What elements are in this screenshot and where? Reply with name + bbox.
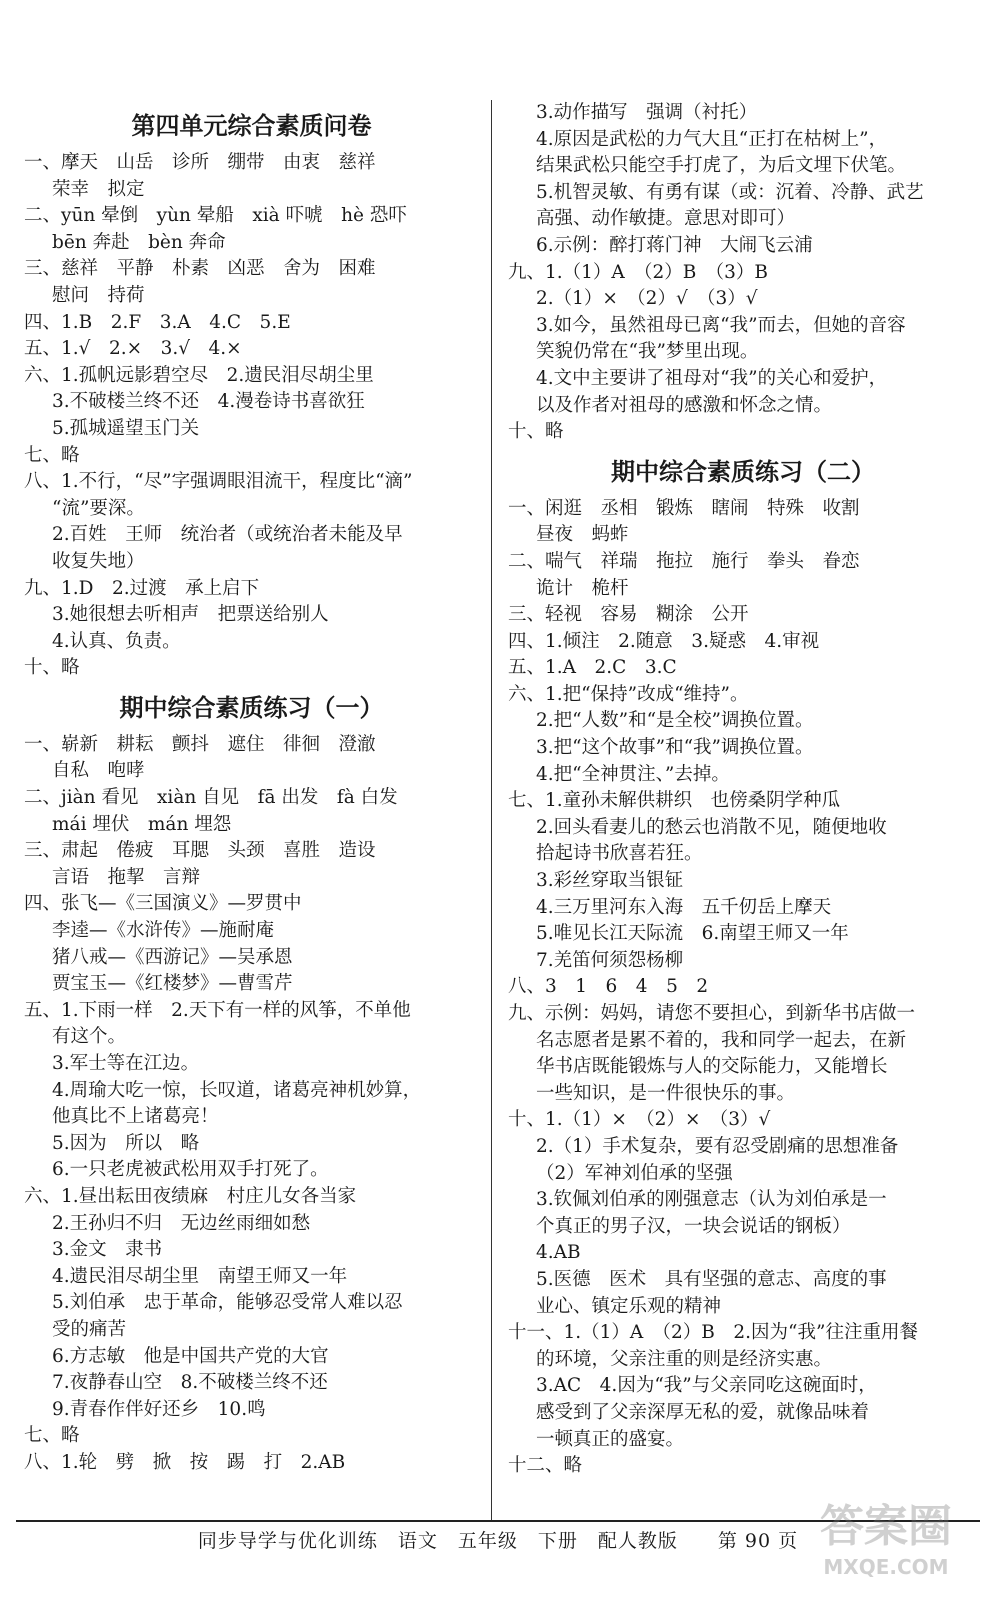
section-title: 期中综合素质练习（一） bbox=[119, 693, 384, 722]
answer-line: 6.一只老虎被武松用双手打死了。 bbox=[52, 1159, 329, 1181]
answer-line: 4.AB bbox=[536, 1242, 581, 1264]
watermark-logo bbox=[796, 1500, 976, 1588]
answer-line: 二、喘气 祥瑞 拖拉 施行 拳头 眷恋 bbox=[508, 550, 860, 572]
answer-line: 猪八戒—《西游记》—吴承恩 bbox=[52, 946, 293, 968]
answer-line: 业心、镇定乐观的精神 bbox=[536, 1295, 722, 1317]
answer-line: 5.因为 所以 略 bbox=[52, 1132, 200, 1154]
answer-line: 笑貌仍常在“我”梦里出现。 bbox=[536, 341, 759, 363]
answer-section bbox=[24, 688, 479, 1477]
answer-line: 十一、1.（1）A （2）B 2.因为“我”往注重用餐 bbox=[508, 1322, 918, 1344]
answer-line: 2.百姓 王师 统治者（或统治者未能及早 bbox=[52, 524, 403, 546]
watermark-text: MXQE.COM bbox=[823, 1555, 949, 1579]
answer-line: 七、1.童孙未解供耕织 也傍桑阴学种瓜 bbox=[508, 790, 841, 812]
answer-line: 4.把“全神贯注、”去掉。 bbox=[536, 763, 730, 785]
right-column bbox=[508, 100, 978, 1480]
answer-line: 3.金文 隶书 bbox=[52, 1239, 163, 1261]
answer-line: 昼夜 蚂蚱 bbox=[536, 524, 629, 546]
answer-line: 八、1.轮 劈 掀 按 踢 打 2.AB bbox=[24, 1451, 346, 1473]
answer-line: 2.王孙归不归 无边丝雨细如愁 bbox=[52, 1212, 311, 1234]
answer-line: “流”要深。 bbox=[52, 497, 145, 519]
answer-line: 五、1.下雨一样 2.天下有一样的风筝，不单他 bbox=[24, 999, 411, 1021]
answer-line: 八、1.不行，“尽”字强调眼泪流干，程度比“滴” bbox=[24, 471, 413, 493]
answer-line: 7.夜静春山空 8.不破楼兰终不还 bbox=[52, 1372, 328, 1394]
answer-line: 3.军士等在江边。 bbox=[52, 1053, 200, 1074]
answer-line: 6.方志敏 他是中国共产党的大官 bbox=[52, 1345, 329, 1367]
answer-line: 2.回头看妻儿的愁云也消散不见，随便地收 bbox=[536, 816, 887, 838]
watermark-icon: 答案圈 bbox=[820, 1501, 952, 1552]
answer-line: 五、1.A 2.C 3.C bbox=[508, 657, 677, 679]
answer-line: 慰问 持荷 bbox=[52, 284, 145, 306]
answer-line: 4.遗民泪尽胡尘里 南望王师又一年 bbox=[52, 1265, 348, 1287]
answer-line: 3.彩丝穿取当银钲 bbox=[536, 870, 684, 892]
answer-line: 华书店既能锻炼与人的交际能力，又能增长 bbox=[536, 1056, 888, 1078]
answer-line: 5.刘伯承 忠于革命，能够忍受常人难以忍 bbox=[52, 1292, 403, 1314]
answer-line: 三、慈祥 平静 朴素 凶恶 舍为 困难 bbox=[24, 258, 376, 280]
answer-line: （2）军神刘伯承的坚强 bbox=[536, 1162, 733, 1184]
answer-line: 六、1.孤帆远影碧空尽 2.遗民泪尽胡尘里 bbox=[24, 364, 374, 386]
answer-line: mái 埋伏 mán 埋怨 bbox=[52, 813, 232, 835]
answer-line: 拾起诗书欣喜若狂。 bbox=[536, 843, 703, 865]
answer-line: 十、1.（1）× （2）× （3）√ bbox=[508, 1109, 771, 1131]
answer-line: 4.原因是武松的力气大且“正打在枯树上”， bbox=[536, 128, 888, 150]
answer-line: bēn 奔赴 bèn 奔命 bbox=[52, 231, 226, 253]
answer-line: 个真正的男子汉，一块会说话的钢板） bbox=[536, 1215, 851, 1237]
answer-line: 4.三万里河东入海 五千仞岳上摩天 bbox=[536, 896, 832, 918]
answer-line: 诡计 桅杆 bbox=[536, 577, 629, 599]
answer-line: 九、示例：妈妈，请您不要担心，到新华书店做一 bbox=[508, 1003, 916, 1024]
answer-line: 十、略 bbox=[24, 657, 80, 679]
answer-line: 二、yūn 晕倒 yùn 晕船 xià 吓唬 hè 恐吓 bbox=[24, 205, 407, 227]
answer-line: 十、略 bbox=[508, 421, 564, 443]
answer-line: 八、3 1 6 4 5 2 bbox=[508, 976, 709, 998]
answer-section bbox=[508, 100, 978, 446]
answer-line: 九、1.D 2.过渡 承上启下 bbox=[24, 577, 260, 599]
answer-line: 受的痛苦 bbox=[52, 1318, 127, 1340]
answer-line: 5.孤城遥望玉门关 bbox=[52, 417, 200, 439]
answer-line: 结果武松只能空手打虎了，为后文埋下伏笔。 bbox=[536, 155, 907, 177]
answer-line: 3.钦佩刘伯承的刚强意志（认为刘伯承是一 bbox=[536, 1189, 887, 1211]
answer-line: 九、1.（1）A （2）B （3）B bbox=[508, 261, 769, 283]
answer-line: 以及作者对祖母的感激和怀念之情。 bbox=[536, 394, 833, 416]
answer-line: 六、1.昼出耘田夜绩麻 村庄儿女各当家 bbox=[24, 1185, 357, 1207]
answer-line: 六、1.把“保持”改成“维持”。 bbox=[508, 683, 749, 705]
left-column bbox=[24, 100, 479, 1477]
answer-line: 3.她很想去听相声 把票送给别人 bbox=[52, 604, 329, 626]
column-divider bbox=[491, 100, 492, 1520]
answer-line: 收复失地） bbox=[52, 550, 145, 572]
answer-line: 他真比不上诸葛亮！ bbox=[52, 1106, 219, 1128]
answer-line: 四、1.B 2.F 3.A 4.C 5.E bbox=[24, 311, 291, 333]
answer-line: 自私 咆哮 bbox=[52, 760, 145, 782]
answer-line: 5.唯见长江天际流 6.南望王师又一年 bbox=[536, 923, 849, 945]
answer-line: 7.羌笛何须怨杨柳 bbox=[536, 949, 684, 971]
answer-line: 荣幸 拟定 bbox=[52, 178, 145, 200]
answer-line: 七、略 bbox=[24, 1425, 80, 1447]
answer-line: 名志愿者是累不着的，我和同学一起去，在新 bbox=[536, 1029, 907, 1051]
answer-line: 5.医德 医术 具有坚强的意志、高度的事 bbox=[536, 1268, 887, 1290]
answer-line: 3.把“这个故事”和“我”调换位置。 bbox=[536, 737, 814, 759]
answer-line: 3.如今，虽然祖母已离“我”而去，但她的音容 bbox=[536, 314, 906, 336]
answer-line: 2.把“人数”和“是全校”调换位置。 bbox=[536, 710, 814, 732]
answer-line: 四、1.倾注 2.随意 3.疑惑 4.审视 bbox=[508, 630, 820, 652]
answer-line: 三、轻视 容易 糊涂 公开 bbox=[508, 604, 749, 626]
answer-line: 十二、略 bbox=[508, 1455, 583, 1477]
section-title: 期中综合素质练习（二） bbox=[611, 457, 875, 486]
answer-line: 三、肃起 倦疲 耳腮 头颈 喜胜 造设 bbox=[24, 840, 376, 862]
answer-line: 有这个。 bbox=[52, 1026, 127, 1048]
answer-line: 感受到了父亲深厚无私的爱，就像品味着 bbox=[536, 1401, 870, 1423]
answer-line: 4.周瑜大吃一惊，长叹道，诸葛亮神机妙算， bbox=[52, 1079, 422, 1101]
answer-line: 四、张飞—《三国演义》—罗贯中 bbox=[24, 893, 302, 915]
answer-line: 高强、动作敏捷。意思对即可） bbox=[536, 208, 796, 230]
answer-section bbox=[24, 106, 479, 682]
answer-line: 2.（1）手术复杂，要有忍受剧痛的思想准备 bbox=[536, 1135, 899, 1157]
answer-line: 6.示例：醉打蒋门神 大闹飞云浦 bbox=[536, 234, 813, 256]
answer-line: 5.机智灵敏、有勇有谋（或：沉着、冷静、武艺 bbox=[536, 181, 924, 203]
answer-line: 五、1.√ 2.× 3.√ 4.× bbox=[24, 338, 242, 360]
answer-section bbox=[508, 452, 978, 1480]
answer-line: 9.青春作伴好还乡 10.鸣 bbox=[52, 1398, 266, 1420]
answer-line: 3.AC 4.因为“我”与父亲同吃这碗面时， bbox=[536, 1375, 877, 1397]
answer-line: 七、略 bbox=[24, 444, 80, 466]
answer-line: 二、jiàn 看见 xiàn 自见 fā 出发 fà 白发 bbox=[24, 787, 398, 809]
section-title: 第四单元综合素质问卷 bbox=[131, 112, 372, 140]
answer-line: 一些知识，是一件很快乐的事。 bbox=[536, 1082, 796, 1104]
answer-line: 一、崭新 耕耘 颤抖 遮住 徘徊 澄澈 bbox=[24, 733, 376, 755]
answer-line: 2.（1）× （2）√ （3）√ bbox=[536, 288, 758, 310]
answer-line: 贾宝玉—《红楼梦》—曹雪芹 bbox=[52, 973, 293, 995]
answer-line: 3.动作描写 强调（衬托） bbox=[536, 102, 758, 123]
answer-line: 4.认真、负责。 bbox=[52, 630, 181, 652]
answer-line: 3.不破楼兰终不还 4.漫卷诗书喜欲狂 bbox=[52, 391, 365, 413]
answer-line: 一、摩天 山岳 诊所 绷带 由衷 慈祥 bbox=[24, 152, 376, 173]
answer-line: 一顿真正的盛宴。 bbox=[536, 1428, 685, 1450]
answer-line: 的环境，父亲注重的则是经济实惠。 bbox=[536, 1348, 833, 1370]
answer-line: 一、闲逛 丞相 锻炼 瞎闹 特殊 收割 bbox=[508, 497, 860, 519]
answer-line: 李逵—《水浒传》—施耐庵 bbox=[52, 920, 275, 942]
page-footer: 同步导学与优化训练 语文 五年级 下册 配人教版 第 90 页 bbox=[197, 1530, 799, 1552]
answer-line: 4.文中主要讲了祖母对“我”的关心和爱护， bbox=[536, 367, 888, 389]
answer-line: 言语 拖挈 言辩 bbox=[52, 866, 201, 888]
